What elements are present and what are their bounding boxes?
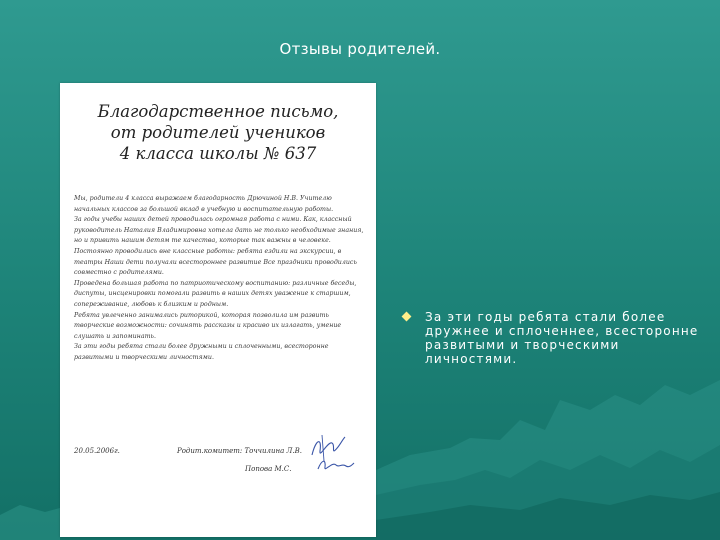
letter-heading-line: от родителей учеников [110, 123, 326, 142]
letter-paragraph: Постоянно проводились вне классные работы: ребята ездили на экскурсии, в театры Наши дети получали всестороннее развитие Все праздники проводились совместно с родителями. [74, 247, 357, 277]
letter-paragraph: За годы учебы наших детей проводилась огромная работа с ними. Как, классный руководитель Наталия Владимировна хотела дать не только необходимые знания, но и привить нашим детям те качества, которые так важны в человеке. [74, 216, 364, 245]
letter-date: 20.05.2006г. [74, 447, 120, 455]
letter-paragraph: За эти годы ребята стали более дружными и сплоченными, всесторонне развитыми и творческими личностями. [74, 343, 329, 361]
letter-paragraph: Мы, родители 4 класса выражаем благодарность Дрючиной Н.В. Учителю начальных классов за большой вклад в учебную и воспитательную работы. [74, 195, 334, 213]
committee-member: Попова М.С. [245, 465, 292, 473]
letter-paragraph: Ребята увлеченно занимались риторикой, которая позволила им развить творческие возможности: сочинять рассказы и красиво их излагать, умение слушать и запоминать. [74, 311, 342, 340]
letter-heading-line: 4 класса школы № 637 [119, 144, 317, 163]
letter-heading [60, 101, 376, 164]
letter-heading-line: Благодарственное письмо, [97, 102, 339, 121]
bullet-text: За эти годы ребята стали более дружнее и сплоченнее, всесторонне развитыми и творческими личностями. [425, 310, 699, 366]
committee-label: Родит.комитет: Точчилина Л.В. [177, 447, 302, 455]
slide-title: Отзывы родителей. [279, 40, 441, 58]
letter-document [60, 83, 376, 537]
letter-paragraph: Проведена большая работа по патриотическому воспитанию: различные беседы, диспуты, инсценировки помогали развить в наших детях уважение к старшим, сопереживание, любовь к близким и родным. [74, 279, 357, 308]
signature-2 [316, 457, 356, 475]
letter-body [74, 194, 366, 364]
